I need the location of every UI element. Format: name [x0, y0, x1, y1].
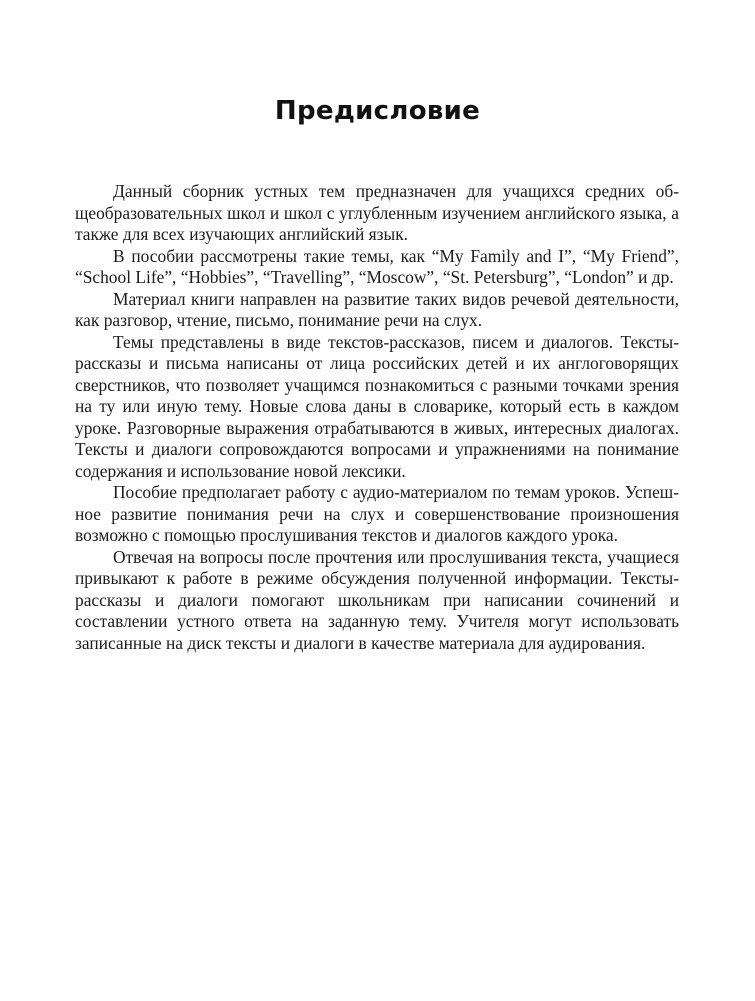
paragraph-audio: Пособие предполагает работу с аудио-материалом по темам уроков. Успешное развитие понимания речи на слух и совершенствование произношения возможно с помощью прослушивания текстов и диалогов каждого урока. — [75, 482, 679, 545]
paragraph-topics: В пособии рассмотрены такие темы, как “My Family and I”, “My Friend”, “School Life”, “Hobbies”, “Travelling”, “Moscow”, “St. Petersburg”, “London” и др. — [75, 245, 679, 287]
page-title: Предисловие — [274, 96, 481, 126]
paragraph-formats: Темы представлены в виде текстов-рассказов, писем и диалогов. Тексты-рассказы и письма написаны от лица российских детей и их англоговорящих сверстников, что позволяет учащимся познакомиться с разными точками зрения на ту или иную тему. Новые слова даны в словарике, который есть в каждом уроке. Разговорные выражения отрабатываются в живых, интересных диалогах. Тексты и диалоги сопровождаются вопросами и упражнениями на понимание содержания и использование новой лексики. — [75, 331, 679, 481]
paragraph-discussion: Отвечая на вопросы после прочтения или прослушивания текста, учащиеся привыкают к работе в режиме обсуждения полученной информации. Тексты-рассказы и диалоги помогают школьникам при написании сочинений и составлении устного ответа на заданную тему. Учителя могут использовать записанные на диск тексты и диалоги в качестве материала для аудирования. — [75, 546, 679, 653]
paragraph-intro: Данный сборник устных тем предназначен для учащихся средних общеобразовательных школ и школ с углубленным изучением английского языка, а также для всех изучающих английский язык. — [75, 181, 679, 244]
preface-body — [75, 181, 679, 654]
paragraph-skills: Материал книги направлен на развитие таких видов речевой деятельности, как разговор, чтение, письмо, понимание речи на слух. — [75, 288, 679, 330]
